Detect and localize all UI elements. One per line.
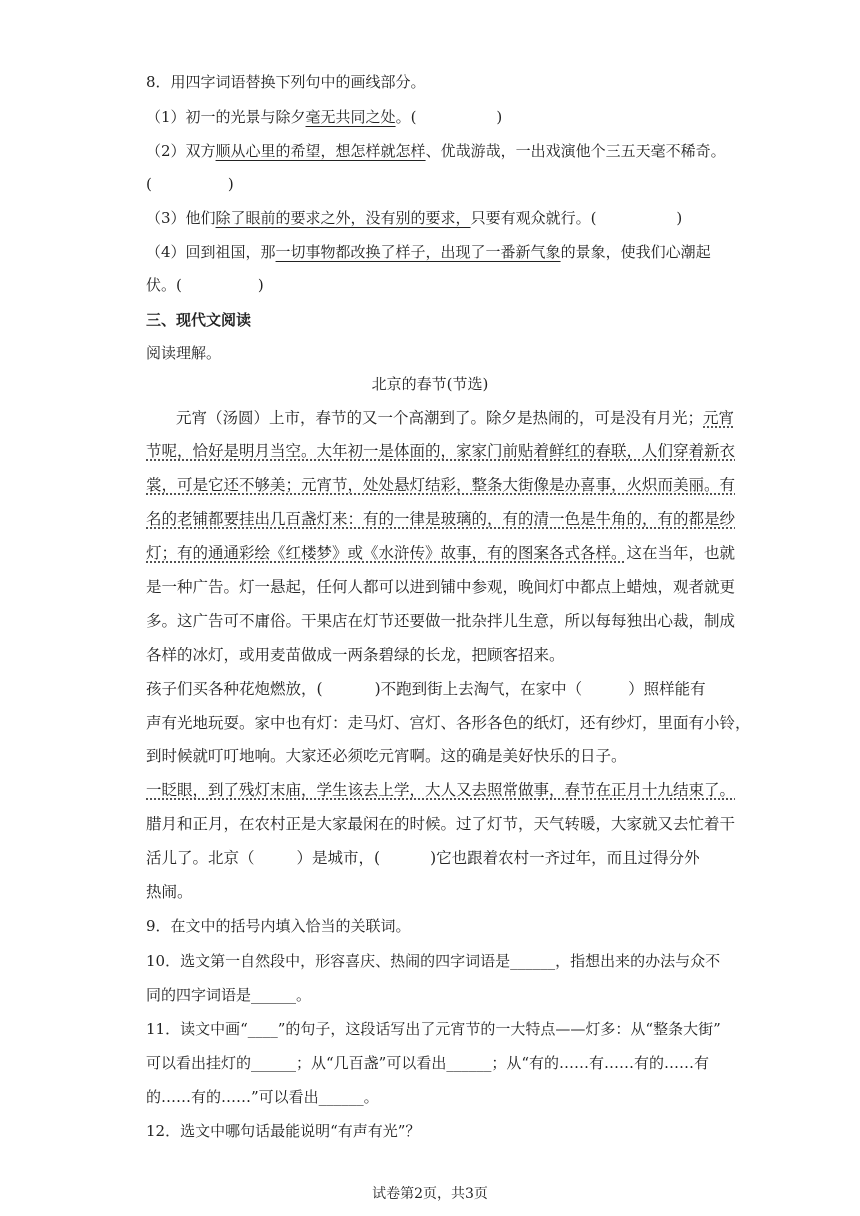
q8-s4-close: ) (257, 276, 264, 294)
section-heading: 三、现代文阅读 (146, 311, 252, 329)
q8-s3-rest: 只要有观众就行。( (470, 209, 597, 227)
passage-text: 孩子们买各种花炮燃放，( (146, 680, 323, 698)
passage-text: 元宵（汤圆）上市，春节的又一个高潮到了。除夕是热闹的，可是没有月光； (176, 409, 704, 427)
q8-sentence-1 (146, 107, 502, 127)
passage-text: ）照样能有 (628, 680, 706, 698)
q8-s4-underlined: 一切事物都改换了样子，出现了一番新气象 (275, 243, 561, 261)
passage-line: 腊月和正月，在农村正是大家最闲在的时候。过了灯节，天气转暖，大家就又去忙着干 (146, 815, 736, 833)
passage-line: 一眨眼，到了残灯末庙，学生该去上学，大人又去照常做事，春节在正月十九结束了。 (146, 781, 736, 799)
passage-title: 北京的春节(节选) (371, 375, 489, 393)
q8-sentence-2 (146, 141, 726, 161)
page-footer: 试卷第2页，共3页 (372, 1186, 488, 1202)
q8-sentence-4-answer (146, 275, 264, 295)
q8-s1-open: 。( (395, 108, 417, 126)
q8-s2-rest: 、优哉游哉，一出戏演他个三五天毫不稀奇。 (425, 142, 726, 160)
instruction: 阅读理解。 (146, 344, 222, 362)
q8-s3-close: ) (676, 209, 683, 227)
q8-sentence-3 (146, 208, 682, 228)
q12: 12．选文中哪句话最能说明“有声有光”？ (146, 1122, 421, 1140)
q10-line-1: 10．选文第一自然段中，形容喜庆、热闹的四字词语是______，指想出来的办法与众不 (146, 952, 721, 970)
passage-line: 名的老铺都要挂出几百盏灯来：有的一律是玻璃的，有的清一色是牛角的，有的都是纱 (146, 510, 736, 528)
q11-line-3: 的……有的……”可以看出______。 (146, 1088, 379, 1106)
passage-text: 活儿了。北京（ (146, 849, 255, 867)
q8-s2-text: （2）双方 (146, 142, 216, 160)
q8-s4-rest: 的景象，使我们心潮起 (560, 243, 711, 261)
q8-sentence-2-answer (146, 174, 234, 194)
passage-line (146, 679, 706, 699)
passage-line: 是一种广告。灯一悬起，任何人都可以进到铺中参观，晚间灯中都点上蜡烛，观者就更 (146, 578, 736, 596)
q8-s3-underlined: 除了眼前的要求之外，没有别的要求， (215, 209, 471, 227)
passage-line (146, 543, 735, 563)
q11-line-1: 11．读文中画“____”的句子，这段话写出了元宵节的一大特点——灯多：从“整条大街” (146, 1020, 721, 1038)
passage-line: 裳，可是它还不够美；元宵节，处处悬灯结彩，整条大街像是办喜事，火炽而美丽。有 (146, 476, 736, 494)
q8-s1-underlined: 毫无共同之处 (305, 108, 396, 126)
passage-line: 到时候就叮叮地响。大家还必须吃元宵啊。这的确是美好快乐的日子。 (146, 747, 627, 765)
q8-s2-open: ( (146, 175, 152, 193)
q10-line-2: 同的四字词语是______。 (146, 986, 312, 1004)
q8-sentence-4 (146, 242, 711, 262)
passage-line: 热闹。 (146, 883, 193, 901)
passage-text: ）是城市，( (296, 849, 381, 867)
passage-underlined: 灯；有的通通彩绘《红楼梦》或《水浒传》故事，有的图案各式各样。 (146, 544, 627, 562)
q11-line-2: 可以看出挂灯的______；从“几百盏”可以看出______；从“有的……有……有的……有 (146, 1054, 710, 1072)
passage-underlined: 元宵 (703, 409, 735, 427)
q8-s1-close: ) (496, 108, 503, 126)
q8-s4-open: 伏。( (146, 276, 182, 294)
passage-text: )不跑到街上去淘气，在家中（ (374, 680, 583, 698)
q9: 9．在文中的括号内填入恰当的关联词。 (146, 917, 411, 935)
passage-line: 节呢，恰好是明月当空。大年初一是体面的，家家门前贴着鲜红的春联，人们穿着新衣 (146, 442, 736, 460)
q8-s2-underlined: 顺从心里的希望，想怎样就怎样 (215, 142, 426, 160)
passage-line (176, 408, 734, 428)
q8-title: 8．用四字词语替换下列句中的画线部分。 (146, 73, 426, 91)
q8-s4-text: （4）回到祖国，那 (146, 243, 276, 261)
q8-s1-text: （1）初一的光景与除夕 (146, 108, 306, 126)
passage-line: 各样的冰灯，或用麦苗做成一两条碧绿的长龙，把顾客招来。 (146, 646, 565, 664)
passage-line: 声有光地玩耍。家中也有灯：走马灯、宫灯、各形各色的纸灯，还有纱灯，里面有小铃， (146, 714, 751, 732)
passage-text: )它也跟着农村一齐过年，而且过得分外 (430, 849, 700, 867)
passage-line: 多。这广告可不庸俗。干果店在灯节还要做一批杂拌儿生意，所以每每独出心裁，制成 (146, 612, 736, 630)
passage-text: 这在当年，也就 (626, 544, 736, 562)
q8-s3-text: （3）他们 (146, 209, 216, 227)
q8-s2-close: ) (227, 175, 234, 193)
passage-line (146, 848, 700, 868)
